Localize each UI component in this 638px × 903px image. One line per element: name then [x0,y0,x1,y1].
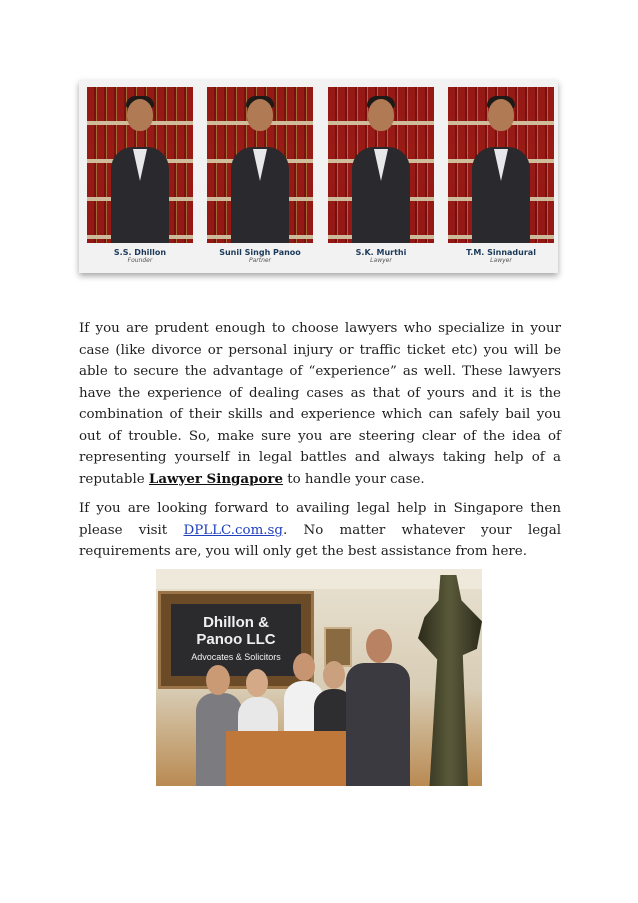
caption-panoo [200,248,320,264]
member-role: Partner [248,257,272,264]
sign-line-2: Panoo LLC [196,631,276,648]
portrait-panoo [207,87,313,243]
paragraph-text-end: to handle your case. [282,471,425,487]
caption-sinnadural [441,248,561,264]
body-paragraph-experience [79,318,561,490]
sign-line-3: Advocates & Solicitors [191,652,281,662]
member-name: S.K. Murthi [355,248,407,257]
member-name: T.M. Sinnadural [466,248,536,257]
body-paragraph-visit [79,498,561,563]
member-role: Founder [127,257,153,264]
paragraph-text: If you are prudent enough to choose lawyers who specialize in your case (like divorce or personal injury or traffic ticket etc) you will be able to secure the advantage of “experience” as well. These lawyers have the experience of dealing cases as that of yours and it is the combination of their skills and experience which can safely bail you out of trouble. So, make sure you are steering clear of the idea of representing yourself in legal battles and always taking help of a reputable [79,321,561,487]
ceiling [156,569,482,589]
paragraph-text-end: . No matter whatever your legal requirements are, you will only get the best assistance from here. [79,522,561,559]
lawyer-singapore-link[interactable]: Lawyer Singapore [148,470,283,487]
portrait-murthi [328,87,434,243]
portrait-sinnadural [448,87,554,243]
caption-dhillon [80,248,200,264]
firm-sign-plate [171,604,301,676]
member-name: S.S. Dhillon [113,248,167,257]
member-name: Sunil Singh Panoo [219,248,301,257]
portrait-dhillon [87,87,193,243]
sign-line-1: Dhillon & [203,614,269,631]
caption-murthi [321,248,441,264]
paragraph-text: If you are looking forward to availing legal help in Singapore then please visit [79,501,561,538]
firm-sign [158,591,314,689]
office-team-photo [156,569,482,786]
member-role: Lawyer [370,257,392,264]
team-photo [79,80,558,273]
member-role: Lawyer [490,257,512,264]
lady-justice-statue [418,575,482,786]
dpllc-website-link[interactable]: DPLLC.com.sg [183,522,283,538]
reception-counter [226,731,356,786]
